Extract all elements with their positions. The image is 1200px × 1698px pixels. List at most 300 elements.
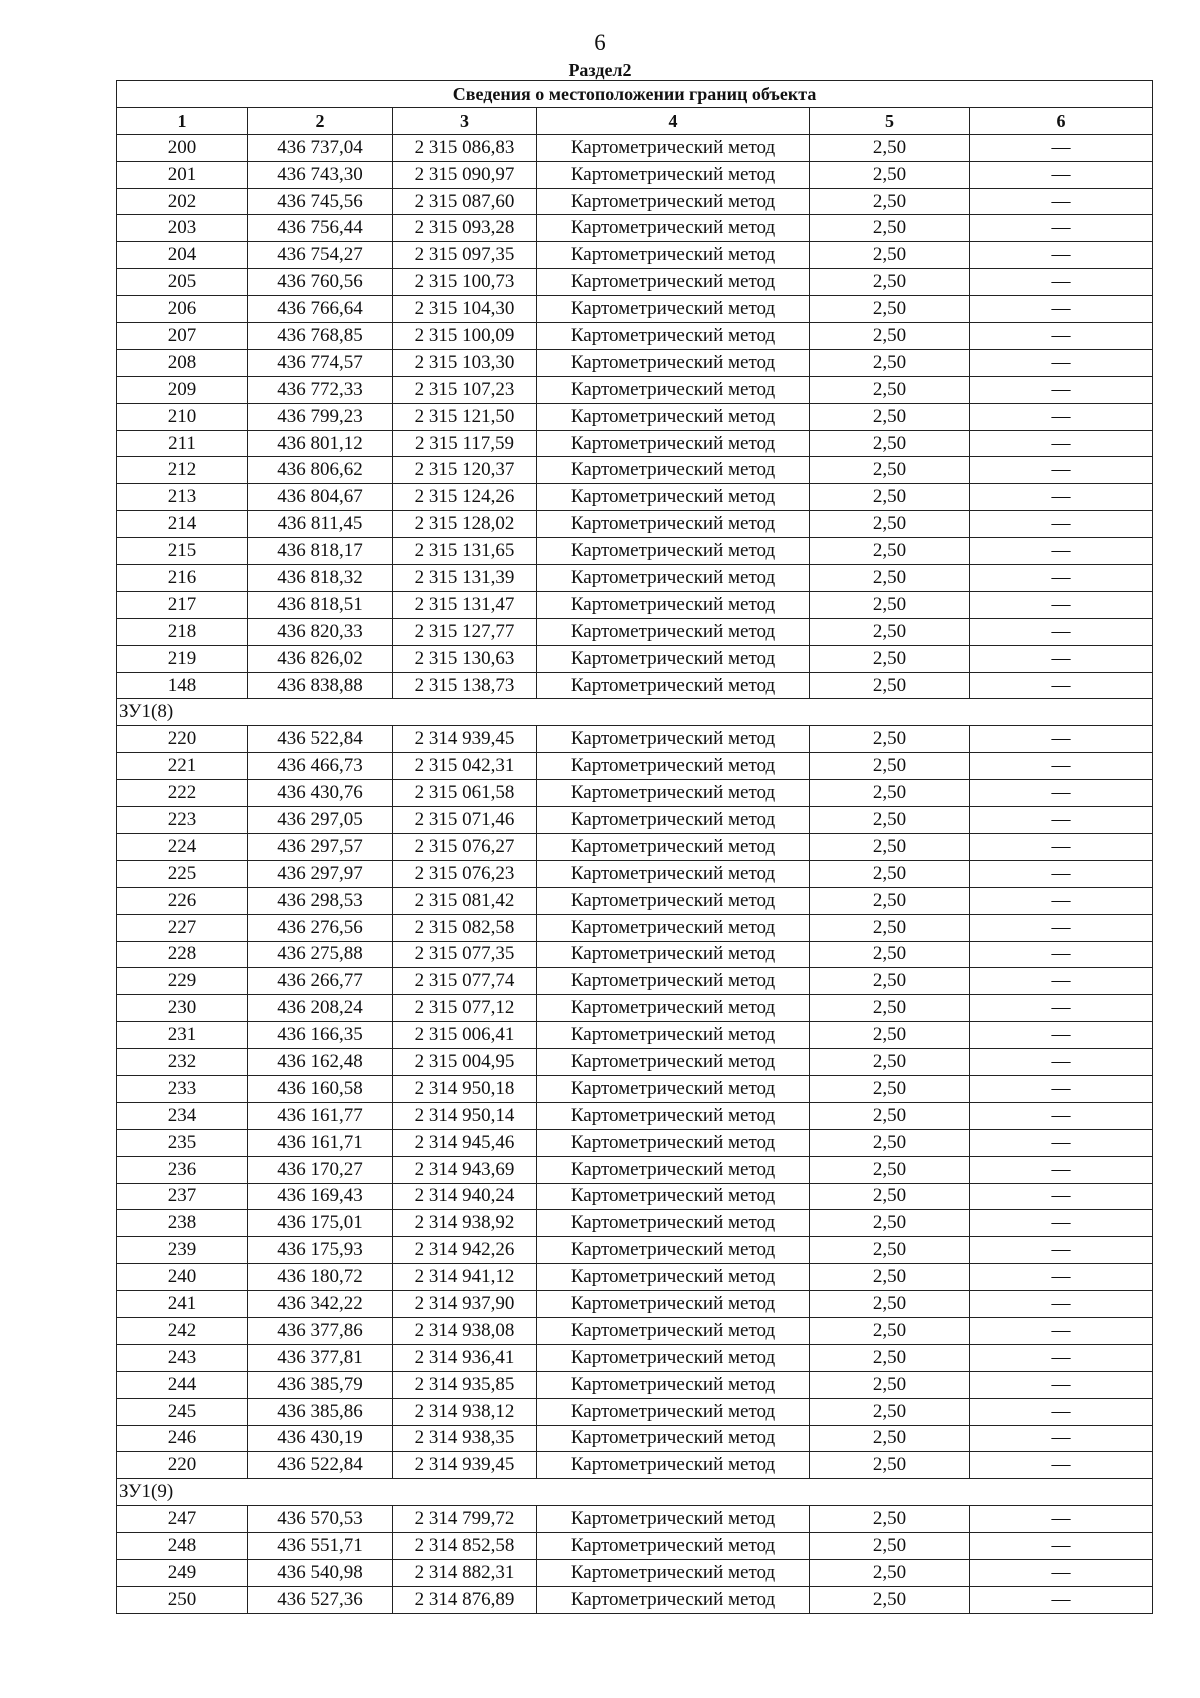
description-cell: — [970,914,1153,941]
description-cell: — [970,1425,1153,1452]
point-number-cell: 221 [117,753,248,780]
point-number-cell: 232 [117,1049,248,1076]
table-row [117,1452,1153,1479]
y-coordinate-cell: 2 314 938,92 [393,1210,537,1237]
accuracy-cell: 2,50 [810,1586,970,1613]
accuracy-cell: 2,50 [810,457,970,484]
method-cell: Картометрический метод [537,1183,810,1210]
x-coordinate-cell: 436 818,17 [248,538,393,565]
description-cell: — [970,1586,1153,1613]
method-cell: Картометрический метод [537,1049,810,1076]
table-row [117,1586,1153,1613]
point-number-cell: 227 [117,914,248,941]
x-coordinate-cell: 436 551,71 [248,1533,393,1560]
description-cell: — [970,887,1153,914]
y-coordinate-cell: 2 315 103,30 [393,349,537,376]
description-cell: — [970,403,1153,430]
x-coordinate-cell: 436 266,77 [248,968,393,995]
point-number-cell: 236 [117,1156,248,1183]
method-cell: Картометрический метод [537,1559,810,1586]
table-row [117,1210,1153,1237]
x-coordinate-cell: 436 377,81 [248,1344,393,1371]
table-row [117,565,1153,592]
table-row [117,215,1153,242]
accuracy-cell: 2,50 [810,941,970,968]
point-number-cell: 239 [117,1237,248,1264]
method-cell: Картометрический метод [537,780,810,807]
table-row [117,591,1153,618]
table-row [117,1237,1153,1264]
description-cell: — [970,1237,1153,1264]
method-cell: Картометрический метод [537,1371,810,1398]
y-coordinate-cell: 2 315 081,42 [393,887,537,914]
description-cell: — [970,645,1153,672]
x-coordinate-cell: 436 745,56 [248,188,393,215]
accuracy-cell: 2,50 [810,1291,970,1318]
accuracy-cell: 2,50 [810,1049,970,1076]
accuracy-cell: 2,50 [810,672,970,699]
x-coordinate-cell: 436 756,44 [248,215,393,242]
description-cell: — [970,1102,1153,1129]
y-coordinate-cell: 2 315 104,30 [393,296,537,323]
accuracy-cell: 2,50 [810,780,970,807]
accuracy-cell: 2,50 [810,1317,970,1344]
accuracy-cell: 2,50 [810,726,970,753]
accuracy-cell: 2,50 [810,887,970,914]
point-number-cell: 211 [117,430,248,457]
accuracy-cell: 2,50 [810,618,970,645]
method-cell: Картометрический метод [537,1317,810,1344]
method-cell: Картометрический метод [537,403,810,430]
x-coordinate-cell: 436 170,27 [248,1156,393,1183]
table-row [117,833,1153,860]
table-row [117,618,1153,645]
method-cell: Картометрический метод [537,349,810,376]
y-coordinate-cell: 2 314 940,24 [393,1183,537,1210]
point-number-cell: 216 [117,565,248,592]
x-coordinate-cell: 436 377,86 [248,1317,393,1344]
method-cell: Картометрический метод [537,188,810,215]
page-number: 6 [594,30,606,55]
method-cell: Картометрический метод [537,914,810,941]
method-cell: Картометрический метод [537,968,810,995]
table-row [117,1102,1153,1129]
accuracy-cell: 2,50 [810,1156,970,1183]
accuracy-cell: 2,50 [810,1183,970,1210]
accuracy-cell: 2,50 [810,188,970,215]
accuracy-cell: 2,50 [810,430,970,457]
x-coordinate-cell: 436 818,51 [248,591,393,618]
point-number-cell: 246 [117,1425,248,1452]
point-number-cell: 204 [117,242,248,269]
y-coordinate-cell: 2 314 939,45 [393,1452,537,1479]
point-number-cell: 224 [117,833,248,860]
x-coordinate-cell: 436 208,24 [248,995,393,1022]
column-header-row [117,107,1153,134]
point-number-cell: 148 [117,672,248,699]
y-coordinate-cell: 2 315 100,09 [393,323,537,350]
description-cell: — [970,242,1153,269]
point-number-cell: 209 [117,376,248,403]
description-cell: — [970,376,1153,403]
method-cell: Картометрический метод [537,376,810,403]
accuracy-cell: 2,50 [810,1506,970,1533]
x-coordinate-cell: 436 772,33 [248,376,393,403]
table-row [117,726,1153,753]
method-cell: Картометрический метод [537,887,810,914]
point-number-cell: 230 [117,995,248,1022]
table-row [117,403,1153,430]
y-coordinate-cell: 2 315 100,73 [393,269,537,296]
accuracy-cell: 2,50 [810,591,970,618]
point-number-cell: 215 [117,538,248,565]
description-cell: — [970,1049,1153,1076]
x-coordinate-cell: 436 806,62 [248,457,393,484]
table-row [117,968,1153,995]
table-row [117,1022,1153,1049]
accuracy-cell: 2,50 [810,376,970,403]
method-cell: Картометрический метод [537,1022,810,1049]
table-row [117,323,1153,350]
description-cell: — [970,1022,1153,1049]
x-coordinate-cell: 436 737,04 [248,134,393,161]
x-coordinate-cell: 436 161,77 [248,1102,393,1129]
y-coordinate-cell: 2 315 093,28 [393,215,537,242]
point-number-cell: 226 [117,887,248,914]
point-number-cell: 242 [117,1317,248,1344]
x-coordinate-cell: 436 522,84 [248,1452,393,1479]
column-header: 3 [393,107,537,134]
point-number-cell: 220 [117,726,248,753]
description-cell: — [970,995,1153,1022]
accuracy-cell: 2,50 [810,403,970,430]
y-coordinate-cell: 2 315 121,50 [393,403,537,430]
accuracy-cell: 2,50 [810,1398,970,1425]
y-coordinate-cell: 2 314 935,85 [393,1371,537,1398]
description-cell: — [970,591,1153,618]
description-cell: — [970,1344,1153,1371]
method-cell: Картометрический метод [537,215,810,242]
group-row [117,699,1153,726]
table-row [117,511,1153,538]
method-cell: Картометрический метод [537,941,810,968]
method-cell: Картометрический метод [537,1398,810,1425]
y-coordinate-cell: 2 314 938,12 [393,1398,537,1425]
table-row [117,1398,1153,1425]
table-row [117,753,1153,780]
y-coordinate-cell: 2 314 950,18 [393,1075,537,1102]
table-row [117,1533,1153,1560]
accuracy-cell: 2,50 [810,995,970,1022]
y-coordinate-cell: 2 314 852,58 [393,1533,537,1560]
column-header: 4 [537,107,810,134]
point-number-cell: 250 [117,1586,248,1613]
description-cell: — [970,188,1153,215]
description-cell: — [970,1210,1153,1237]
point-number-cell: 208 [117,349,248,376]
y-coordinate-cell: 2 314 938,08 [393,1317,537,1344]
accuracy-cell: 2,50 [810,1129,970,1156]
table-row [117,1559,1153,1586]
table-row [117,1371,1153,1398]
accuracy-cell: 2,50 [810,323,970,350]
y-coordinate-cell: 2 315 130,63 [393,645,537,672]
point-number-cell: 244 [117,1371,248,1398]
x-coordinate-cell: 436 570,53 [248,1506,393,1533]
method-cell: Картометрический метод [537,833,810,860]
y-coordinate-cell: 2 314 937,90 [393,1291,537,1318]
table-row [117,430,1153,457]
accuracy-cell: 2,50 [810,753,970,780]
accuracy-cell: 2,50 [810,645,970,672]
method-cell: Картометрический метод [537,1264,810,1291]
y-coordinate-cell: 2 315 090,97 [393,161,537,188]
point-number-cell: 217 [117,591,248,618]
point-number-cell: 233 [117,1075,248,1102]
method-cell: Картометрический метод [537,1452,810,1479]
description-cell: — [970,860,1153,887]
accuracy-cell: 2,50 [810,833,970,860]
method-cell: Картометрический метод [537,1210,810,1237]
y-coordinate-cell: 2 315 077,35 [393,941,537,968]
table-row [117,780,1153,807]
x-coordinate-cell: 436 430,19 [248,1425,393,1452]
method-cell: Картометрический метод [537,672,810,699]
y-coordinate-cell: 2 315 076,27 [393,833,537,860]
description-cell: — [970,565,1153,592]
x-coordinate-cell: 436 743,30 [248,161,393,188]
point-number-cell: 229 [117,968,248,995]
point-number-cell: 213 [117,484,248,511]
table-row [117,672,1153,699]
accuracy-cell: 2,50 [810,1210,970,1237]
point-number-cell: 225 [117,860,248,887]
method-cell: Картометрический метод [537,565,810,592]
description-cell: — [970,1183,1153,1210]
point-number-cell: 247 [117,1506,248,1533]
method-cell: Картометрический метод [537,1506,810,1533]
x-coordinate-cell: 436 175,93 [248,1237,393,1264]
y-coordinate-cell: 2 315 077,74 [393,968,537,995]
y-coordinate-cell: 2 314 942,26 [393,1237,537,1264]
x-coordinate-cell: 436 297,05 [248,807,393,834]
description-cell: — [970,1317,1153,1344]
description-cell: — [970,134,1153,161]
x-coordinate-cell: 436 760,56 [248,269,393,296]
description-cell: — [970,1371,1153,1398]
accuracy-cell: 2,50 [810,1075,970,1102]
y-coordinate-cell: 2 315 138,73 [393,672,537,699]
accuracy-cell: 2,50 [810,349,970,376]
y-coordinate-cell: 2 314 799,72 [393,1506,537,1533]
y-coordinate-cell: 2 314 938,35 [393,1425,537,1452]
description-cell: — [970,726,1153,753]
description-cell: — [970,484,1153,511]
accuracy-cell: 2,50 [810,215,970,242]
y-coordinate-cell: 2 315 128,02 [393,511,537,538]
description-cell: — [970,1156,1153,1183]
method-cell: Картометрический метод [537,323,810,350]
y-coordinate-cell: 2 315 076,23 [393,860,537,887]
table-row [117,1317,1153,1344]
accuracy-cell: 2,50 [810,538,970,565]
y-coordinate-cell: 2 315 127,77 [393,618,537,645]
point-number-cell: 207 [117,323,248,350]
y-coordinate-cell: 2 315 004,95 [393,1049,537,1076]
point-number-cell: 240 [117,1264,248,1291]
x-coordinate-cell: 436 838,88 [248,672,393,699]
method-cell: Картометрический метод [537,645,810,672]
point-number-cell: 201 [117,161,248,188]
description-cell: — [970,511,1153,538]
method-cell: Картометрический метод [537,807,810,834]
point-number-cell: 203 [117,215,248,242]
table-row [117,807,1153,834]
x-coordinate-cell: 436 801,12 [248,430,393,457]
y-coordinate-cell: 2 315 077,12 [393,995,537,1022]
accuracy-cell: 2,50 [810,1559,970,1586]
method-cell: Картометрический метод [537,430,810,457]
point-number-cell: 248 [117,1533,248,1560]
group-label: ЗУ1(9) [117,1479,1153,1506]
column-header: 6 [970,107,1153,134]
description-cell: — [970,807,1153,834]
method-cell: Картометрический метод [537,1102,810,1129]
method-cell: Картометрический метод [537,1075,810,1102]
description-cell: — [970,215,1153,242]
table-row [117,188,1153,215]
table-row [117,1075,1153,1102]
x-coordinate-cell: 436 466,73 [248,753,393,780]
y-coordinate-cell: 2 315 131,65 [393,538,537,565]
accuracy-cell: 2,50 [810,807,970,834]
point-number-cell: 219 [117,645,248,672]
point-number-cell: 238 [117,1210,248,1237]
point-number-cell: 218 [117,618,248,645]
point-number-cell: 210 [117,403,248,430]
method-cell: Картометрический метод [537,753,810,780]
description-cell: — [970,780,1153,807]
x-coordinate-cell: 436 540,98 [248,1559,393,1586]
column-header: 1 [117,107,248,134]
y-coordinate-cell: 2 315 006,41 [393,1022,537,1049]
method-cell: Картометрический метод [537,1237,810,1264]
method-cell: Картометрический метод [537,161,810,188]
section-title: Раздел2 [568,60,632,80]
table-row [117,1129,1153,1156]
description-cell: — [970,833,1153,860]
accuracy-cell: 2,50 [810,1425,970,1452]
point-number-cell: 206 [117,296,248,323]
x-coordinate-cell: 436 180,72 [248,1264,393,1291]
description-cell: — [970,1129,1153,1156]
boundary-coordinates-table [116,80,1153,1614]
x-coordinate-cell: 436 754,27 [248,242,393,269]
table-title: Сведения о местоположении границ объекта [117,81,1153,108]
method-cell: Картометрический метод [537,1156,810,1183]
description-cell: — [970,941,1153,968]
x-coordinate-cell: 436 820,33 [248,618,393,645]
accuracy-cell: 2,50 [810,484,970,511]
table-row [117,161,1153,188]
method-cell: Картометрический метод [537,1291,810,1318]
description-cell: — [970,1559,1153,1586]
x-coordinate-cell: 436 811,45 [248,511,393,538]
table-row [117,538,1153,565]
description-cell: — [970,269,1153,296]
table-row [117,1506,1153,1533]
description-cell: — [970,1398,1153,1425]
x-coordinate-cell: 436 161,71 [248,1129,393,1156]
y-coordinate-cell: 2 314 882,31 [393,1559,537,1586]
y-coordinate-cell: 2 315 117,59 [393,430,537,457]
x-coordinate-cell: 436 818,32 [248,565,393,592]
table-row [117,995,1153,1022]
description-cell: — [970,161,1153,188]
table-row [117,1156,1153,1183]
accuracy-cell: 2,50 [810,914,970,941]
method-cell: Картометрический метод [537,457,810,484]
description-cell: — [970,753,1153,780]
method-cell: Картометрический метод [537,484,810,511]
table-row [117,457,1153,484]
x-coordinate-cell: 436 166,35 [248,1022,393,1049]
method-cell: Картометрический метод [537,995,810,1022]
table-row [117,1264,1153,1291]
point-number-cell: 235 [117,1129,248,1156]
y-coordinate-cell: 2 315 097,35 [393,242,537,269]
description-cell: — [970,1075,1153,1102]
accuracy-cell: 2,50 [810,1022,970,1049]
point-number-cell: 220 [117,1452,248,1479]
x-coordinate-cell: 436 766,64 [248,296,393,323]
accuracy-cell: 2,50 [810,860,970,887]
accuracy-cell: 2,50 [810,1264,970,1291]
point-number-cell: 212 [117,457,248,484]
y-coordinate-cell: 2 314 943,69 [393,1156,537,1183]
accuracy-cell: 2,50 [810,1102,970,1129]
point-number-cell: 205 [117,269,248,296]
x-coordinate-cell: 436 522,84 [248,726,393,753]
y-coordinate-cell: 2 314 941,12 [393,1264,537,1291]
description-cell: — [970,672,1153,699]
table-row [117,376,1153,403]
x-coordinate-cell: 436 160,58 [248,1075,393,1102]
y-coordinate-cell: 2 314 936,41 [393,1344,537,1371]
accuracy-cell: 2,50 [810,161,970,188]
y-coordinate-cell: 2 315 120,37 [393,457,537,484]
table-row [117,242,1153,269]
point-number-cell: 237 [117,1183,248,1210]
point-number-cell: 222 [117,780,248,807]
description-cell: — [970,1452,1153,1479]
method-cell: Картометрический метод [537,726,810,753]
point-number-cell: 241 [117,1291,248,1318]
method-cell: Картометрический метод [537,1425,810,1452]
table-row [117,1049,1153,1076]
accuracy-cell: 2,50 [810,511,970,538]
method-cell: Картометрический метод [537,538,810,565]
table-row [117,349,1153,376]
group-row [117,1479,1153,1506]
table-row [117,134,1153,161]
table-row [117,914,1153,941]
method-cell: Картометрический метод [537,618,810,645]
accuracy-cell: 2,50 [810,269,970,296]
x-coordinate-cell: 436 768,85 [248,323,393,350]
x-coordinate-cell: 436 826,02 [248,645,393,672]
y-coordinate-cell: 2 315 107,23 [393,376,537,403]
